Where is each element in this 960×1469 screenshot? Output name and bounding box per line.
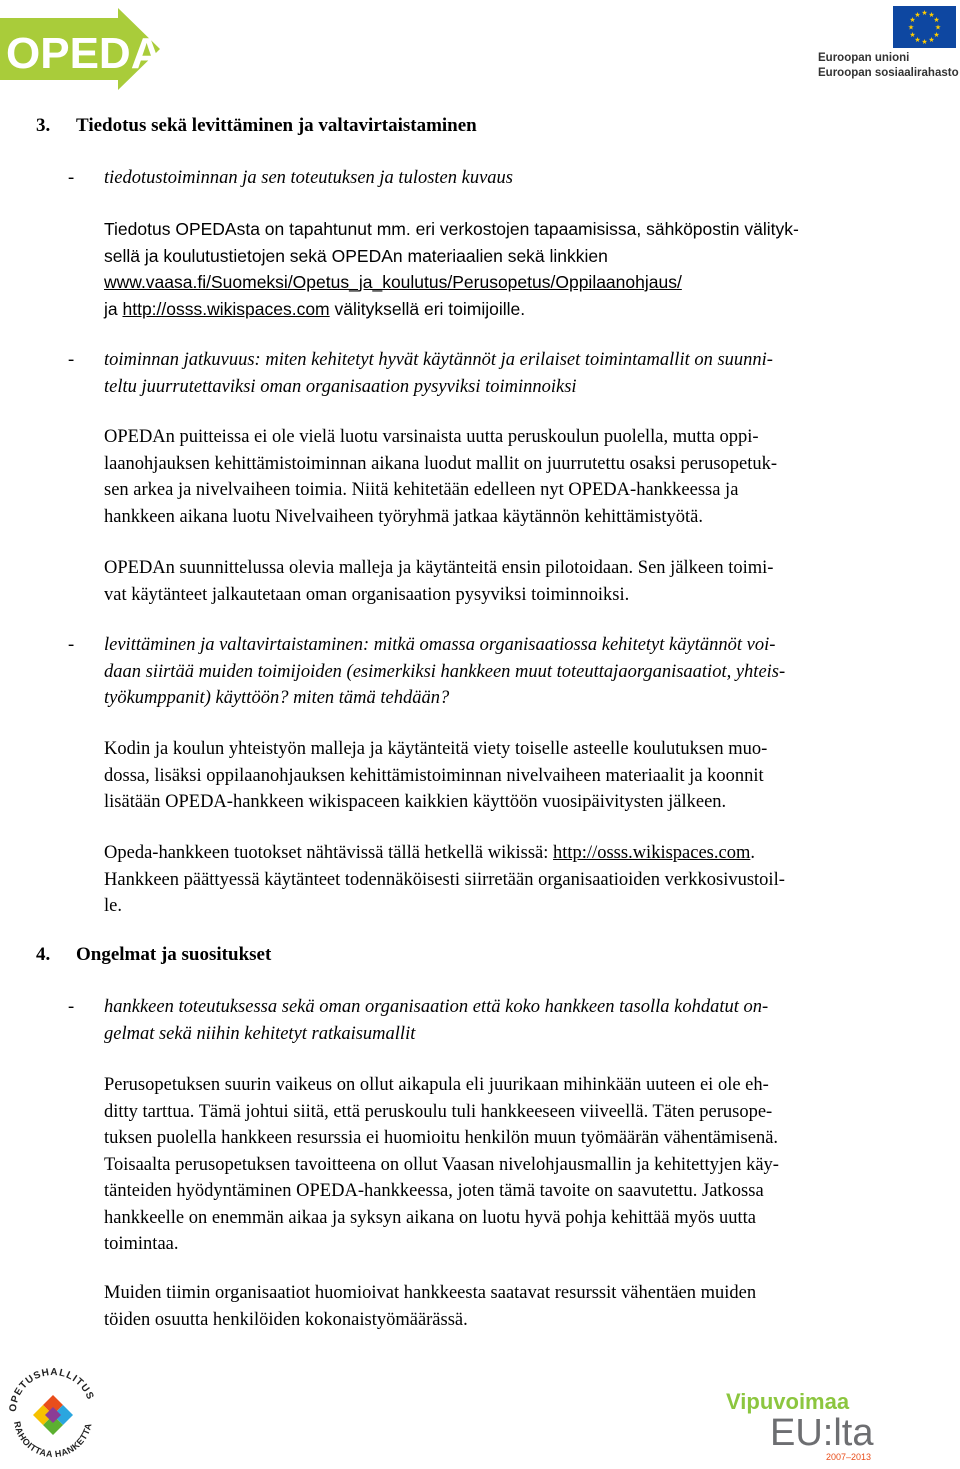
vipuvoimaa-years: 2007–2013 <box>826 1452 872 1462</box>
eu-stars-icon <box>893 6 956 48</box>
svg-text:★: ★ <box>921 38 928 46</box>
svg-text:★: ★ <box>909 16 916 24</box>
svg-text:★: ★ <box>928 11 935 19</box>
list-dash: - <box>68 635 75 655</box>
opeda-logo <box>0 6 162 92</box>
svg-text:★: ★ <box>934 23 942 32</box>
svg-text:★: ★ <box>909 31 916 39</box>
eu-name: Euroopan unioni <box>818 52 910 64</box>
paragraph-outputs: Opeda-hankkeen tuotokset nähtävissä tällä hetkellä wikissä: http://osss.wikispaces.com. Hankkeen päättyessä käytänteet todennäköisesti siirretään organisaatioiden verkkosivustoil- le. <box>104 843 785 916</box>
paragraph-resources: Muiden tiimin organisaatiot huomioivat hankkeesta saatavat resurssit vähentäen muiden töiden osuutta henkilöiden kokonaistyömäärässä. <box>104 1283 757 1330</box>
paragraph-continuity: OPEDAn puitteissa ei ole vielä luotu varsinaista uutta peruskoulun puolella, mutta oppi- laanohjauksen kehittämistoiminnan aikana luodut mallit on juurrutettu osaksi perusopetuk- sen arkea ja nivelvaiheen toimia. Niitä kehitetään edelleen nyt OPEDA-hankkeessa ja hankkeen aikana luotu Nivelvaiheen työryhmä jatkaa käytännön kehittämistyötä. <box>104 427 778 527</box>
paragraph-dissemination: Kodin ja koulun yhteistyön malleja ja käytänteitä viety toiselle asteelle koulutuksen muo- dossa, lisäksi oppilaanohjauksen kehittämistoiminnan nivelvaiheen materiaalit ja koonnit lisätään OPEDA-hankkeen wikispaceen kaikkien käyttöön vuosipäivitysten jälkeen. <box>104 739 768 812</box>
svg-text:★: ★ <box>914 36 921 44</box>
svg-text:OPETUSHALLITUS: OPETUSHALLITUS <box>7 1366 96 1413</box>
list-item-continuity: toiminnan jatkuvuus: miten kehitetyt hyvät käytännöt ja erilaiset toimintamallit on suunni- teltu juurrutettaviksi oman organisaation pysyviksi toiminnoiksi <box>104 350 773 397</box>
list-item-communication: tiedotustoiminnan ja sen toteutuksen ja tulosten kuvaus <box>104 168 514 188</box>
svg-text:★: ★ <box>928 36 935 44</box>
eu-fund-name: Euroopan sosiaalirahasto <box>818 67 959 79</box>
link-wikispaces[interactable]: http://osss.wikispaces.com <box>122 298 330 319</box>
list-dash: - <box>68 997 75 1017</box>
paragraph-problems: Perusopetuksen suurin vaikeus on ollut aikapula eli juurikaan mihinkään uuteen ei ole eh- ditty tarttua. Tämä johtui siitä, että peruskoulu tuli hankkeeseen viiveellä. Täten perusope- tuksen puolella hankkeen resurssia ei huomioitu henkilön muun työmäärän vähentämisenä. Toisaalta perusopetuksen tavoitteena on ollut Vaasan nivelohjausmallin ja kehitettyjen käy- tänteiden hyödyntäminen OPEDA-hankkeessa, joten tämä tavoite on saavutettu. Jatkossa hankkeelle on enemmän aikaa ja syksyn aikana on luotu hyvä pohja kehittää myös uutta toimintaa. <box>104 1075 779 1254</box>
opetushallitus-logo <box>2 1360 104 1464</box>
vipuvoimaa-logo <box>726 1390 886 1465</box>
list-dash: - <box>68 168 75 188</box>
svg-text:OPEDA: OPEDA <box>6 29 162 78</box>
eulta-title: EU:lta <box>770 1412 874 1454</box>
svg-text:★: ★ <box>921 9 928 17</box>
link-wikispaces[interactable]: http://osss.wikispaces.com <box>553 843 751 863</box>
paragraph-communication: Tiedotus OPEDAsta on tapahtunut mm. eri verkostojen tapaamisissa, sähköpostin välityk- sellä ja koulutustietojen sekä OPEDAn materiaalien sekä linkkien www.vaasa.fi/Suomeksi/Opetus_ja_koulutus/Perusopetus/Oppilaanohjaus/ ja http://osss.wikispaces.com välityksellä eri toimijoille. <box>104 219 799 319</box>
list-item-dissemination: levittäminen ja valtavirtaistaminen: mitkä omassa organisaatiossa kehitetyt käytännöt voi- daan siirtää muiden toimijoiden (esimerkiksi hankkeen muut toteuttajaorganisaatiot, yhteis- työkumppanit) käyttöön? miten tämä tehdään? <box>104 635 786 708</box>
list-item-problems: hankkeen toteutuksessa sekä oman organisaation että koko hankkeen tasolla kohdatut on- gelmat sekä niihin kehitetyt ratkaisumallit <box>104 997 769 1044</box>
svg-text:★: ★ <box>914 11 921 19</box>
paragraph-piloting: OPEDAn suunnittelussa olevia malleja ja käytänteitä ensin pilotoidaan. Sen jälkeen toimi- vat käytänteet jalkautetaan oman organisaation pysyviksi toiminnoiksi. <box>104 558 774 605</box>
list-dash: - <box>68 350 75 370</box>
link-vaasa[interactable]: www.vaasa.fi/Suomeksi/Opetus_ja_koulutus/Perusopetus/Oppilaanohjaus/ <box>104 272 682 292</box>
section-3-number: 3. <box>36 115 51 136</box>
svg-text:RAHOITTAA HANKETTA: RAHOITTAA HANKETTA <box>12 1420 94 1460</box>
section-4-title: Ongelmat ja suositukset <box>76 944 272 965</box>
svg-text:★: ★ <box>933 31 940 39</box>
section-4-number: 4. <box>36 944 51 965</box>
svg-text:★: ★ <box>907 23 915 32</box>
svg-text:★: ★ <box>933 16 940 24</box>
section-3-title: Tiedotus sekä levittäminen ja valtavirtaistaminen <box>76 115 477 136</box>
eu-flag <box>893 6 956 48</box>
vipuvoimaa-title: Vipuvoimaa <box>726 1389 850 1414</box>
